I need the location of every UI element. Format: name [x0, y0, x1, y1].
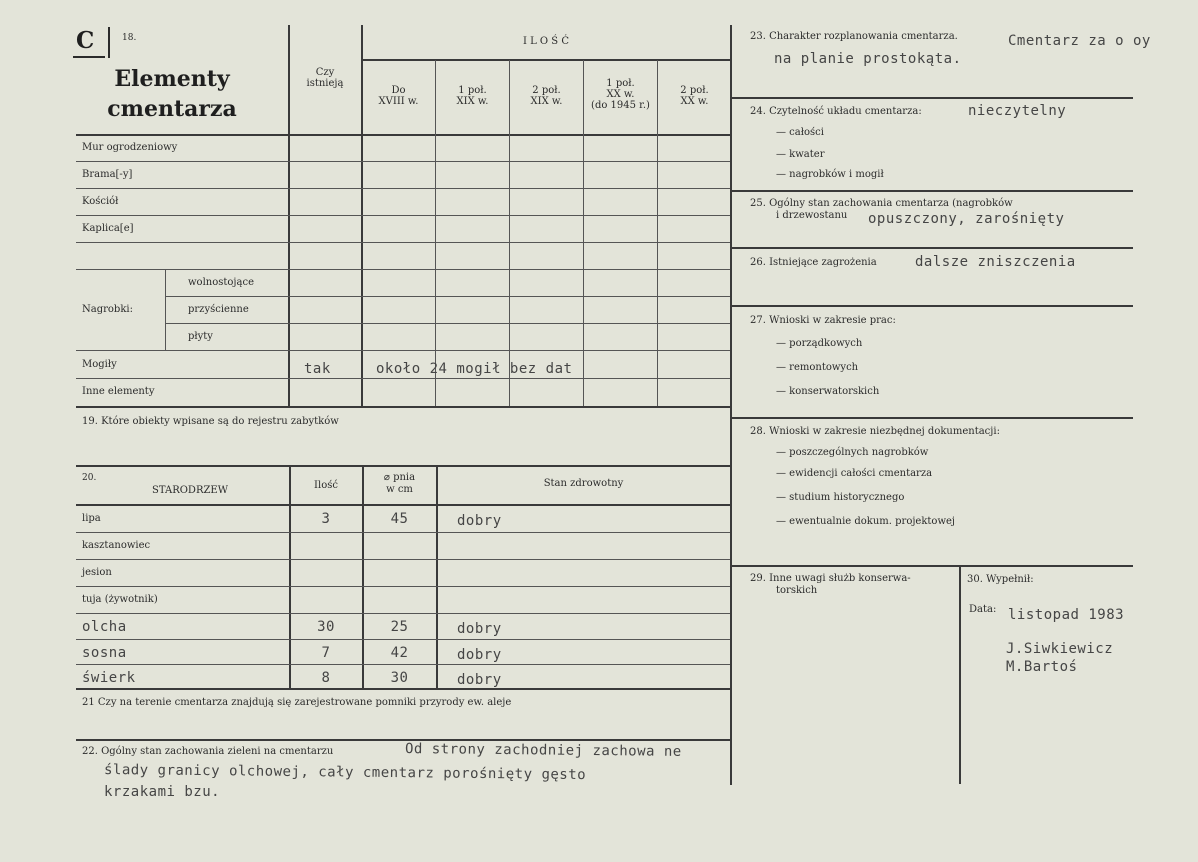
- typed-answer: Od strony zachodniej zachowa ne: [404, 741, 682, 760]
- row-label: Kościół: [82, 196, 119, 207]
- list-item: — nagrobków i mogił: [776, 169, 884, 180]
- typed-answer: nieczytelny: [968, 103, 1067, 119]
- divider: [730, 25, 732, 785]
- question-29: 29. Inne uwagi służb konserwa-: [750, 573, 911, 584]
- typed-date: listopad 1983: [1008, 607, 1125, 623]
- row-label: Brama[-y]: [82, 169, 133, 180]
- letter-underline: [73, 56, 105, 58]
- list-item: — całości: [776, 127, 824, 138]
- divider: [509, 60, 510, 406]
- tree-count: 3: [321, 511, 331, 527]
- tree-name: jesion: [82, 567, 112, 578]
- tree-name: kasztanowiec: [82, 540, 151, 551]
- question-29: torskich: [776, 585, 818, 596]
- title-line: cmentarza: [107, 96, 237, 122]
- tree-diameter: 25: [390, 619, 409, 635]
- tree-name: sosna: [82, 645, 127, 661]
- divider: [76, 688, 730, 690]
- typed-name: M.Bartoś: [1006, 659, 1078, 675]
- divider: [362, 59, 730, 61]
- question-23: 23. Charakter rozplanowania cmentarza.: [750, 31, 958, 42]
- col-header-period: Do XVIII w.: [378, 85, 419, 107]
- section-number: 18.: [122, 33, 137, 43]
- divider: [76, 188, 730, 189]
- list-item: — remontowych: [776, 362, 859, 373]
- divider: [657, 60, 658, 406]
- divider: [76, 242, 730, 243]
- col-header-period: 2 poł. XX w.: [680, 85, 709, 107]
- divider: [959, 566, 961, 784]
- divider: [76, 378, 730, 379]
- question-28: 28. Wnioski w zakresie niezbędnej dokumentacji:: [750, 426, 1000, 437]
- date-label: Data:: [969, 604, 997, 615]
- section-letter: C: [76, 27, 95, 54]
- divider: [76, 664, 730, 665]
- col-header-period: 1 poł. XIX w.: [456, 85, 489, 107]
- tree-name: lipa: [82, 513, 101, 524]
- typed-name: J.Siwkiewicz: [1006, 641, 1114, 657]
- divider: [76, 639, 730, 640]
- divider: [165, 270, 166, 350]
- tree-count: 30: [317, 619, 335, 635]
- divider: [436, 466, 438, 688]
- tree-condition: dobry: [457, 672, 502, 688]
- tree-name: świerk: [82, 670, 136, 686]
- table-header: STARODRZEW: [152, 485, 228, 496]
- typed-answer: na planie prostokąta.: [774, 51, 962, 67]
- divider: [76, 465, 730, 467]
- list-item: — poszczególnych nagrobków: [776, 447, 929, 458]
- row-label: Nagrobki:: [82, 304, 133, 315]
- col-header-czy-istnieja: Czy istnieją: [306, 67, 344, 89]
- section-number: 20.: [82, 473, 97, 483]
- table-header: ⌀ pnia w cm: [383, 472, 416, 495]
- typed-answer: krzakami bzu.: [104, 784, 221, 800]
- typed-answer: Cmentarz za o oy: [1008, 33, 1151, 49]
- list-item: — ewentualnie dokum. projektowej: [776, 516, 956, 527]
- divider: [166, 296, 730, 297]
- divider: [732, 190, 1133, 192]
- question-27: 27. Wnioski w zakresie prac:: [750, 315, 896, 326]
- divider: [76, 613, 730, 614]
- tree-count: 8: [321, 670, 331, 686]
- question-21: 21 Czy na terenie cmentarza znajdują się zarejestrowane pomniki przyrody ew. aleje: [82, 697, 512, 708]
- list-item: — studium historycznego: [776, 492, 905, 503]
- tree-name: tuja (żywotnik): [82, 594, 158, 605]
- divider: [76, 269, 730, 270]
- tree-diameter: 30: [390, 670, 409, 686]
- tree-condition: dobry: [457, 621, 502, 637]
- question-24: 24. Czytelność układu cmentarza:: [750, 106, 922, 117]
- list-item: — porządkowych: [776, 338, 863, 349]
- divider: [732, 97, 1133, 99]
- tree-condition: dobry: [457, 647, 502, 663]
- col-header-ilosc: I L O Ś Ć: [522, 36, 569, 47]
- col-header-period: 1 poł. XX w. (do 1945 r.): [591, 78, 650, 111]
- divider: [76, 134, 730, 136]
- divider: [76, 406, 730, 408]
- divider: [583, 60, 584, 406]
- question-19: 19. Które obiekty wpisane są do rejestru zabytków: [82, 416, 339, 427]
- divider: [76, 161, 730, 162]
- row-label: Mogiły: [82, 359, 117, 370]
- page-title: [82, 64, 262, 124]
- question-22: 22. Ogólny stan zachowania zieleni na cmentarzu: [82, 746, 334, 757]
- row-label: płyty: [188, 331, 213, 342]
- table-header: Stan zdrowotny: [543, 478, 624, 489]
- divider: [166, 323, 730, 324]
- typed-entry: około 24 mogił bez dat: [376, 361, 573, 377]
- divider: [732, 417, 1133, 419]
- question-25: i drzewostanu: [776, 210, 848, 221]
- typed-entry: tak: [304, 361, 331, 377]
- tree-diameter: 45: [390, 511, 409, 527]
- row-label: Inne elementy: [82, 386, 155, 397]
- divider: [76, 350, 730, 351]
- row-label: wolnostojące: [188, 277, 254, 288]
- divider: [732, 305, 1133, 307]
- row-label: Kaplica[e]: [82, 223, 134, 234]
- divider: [435, 60, 436, 406]
- tree-name: olcha: [82, 619, 127, 635]
- question-26: 26. Istniejące zagrożenia: [750, 257, 877, 268]
- list-item: — ewidencji całości cmentarza: [776, 468, 933, 479]
- divider: [76, 739, 730, 741]
- list-item: — konserwatorskich: [776, 386, 880, 397]
- divider: [76, 532, 730, 533]
- letter-bar: [108, 27, 110, 58]
- divider: [732, 565, 1133, 567]
- divider: [76, 586, 730, 587]
- row-label: Mur ogrodzeniowy: [82, 142, 178, 153]
- question-25: 25. Ogólny stan zachowania cmentarza (nagrobków: [750, 198, 1013, 209]
- title-line: Elementy: [114, 66, 230, 92]
- typed-answer: opuszczony, zarośnięty: [868, 211, 1065, 227]
- divider: [76, 215, 730, 216]
- divider: [76, 559, 730, 560]
- typed-answer: ślady granicy olchowej, cały cmentarz porośnięty gęsto: [103, 762, 587, 784]
- divider: [76, 504, 730, 506]
- question-30: 30. Wypełnił:: [967, 574, 1034, 585]
- typed-answer: dalsze zniszczenia: [915, 254, 1076, 270]
- col-header-period: 2 poł. XIX w.: [530, 85, 563, 107]
- table-header: Ilość: [314, 480, 338, 491]
- tree-count: 7: [321, 645, 331, 661]
- list-item: — kwater: [776, 149, 825, 160]
- row-label: przyścienne: [188, 304, 249, 315]
- tree-diameter: 42: [390, 645, 409, 661]
- divider: [732, 247, 1133, 249]
- tree-condition: dobry: [457, 513, 502, 529]
